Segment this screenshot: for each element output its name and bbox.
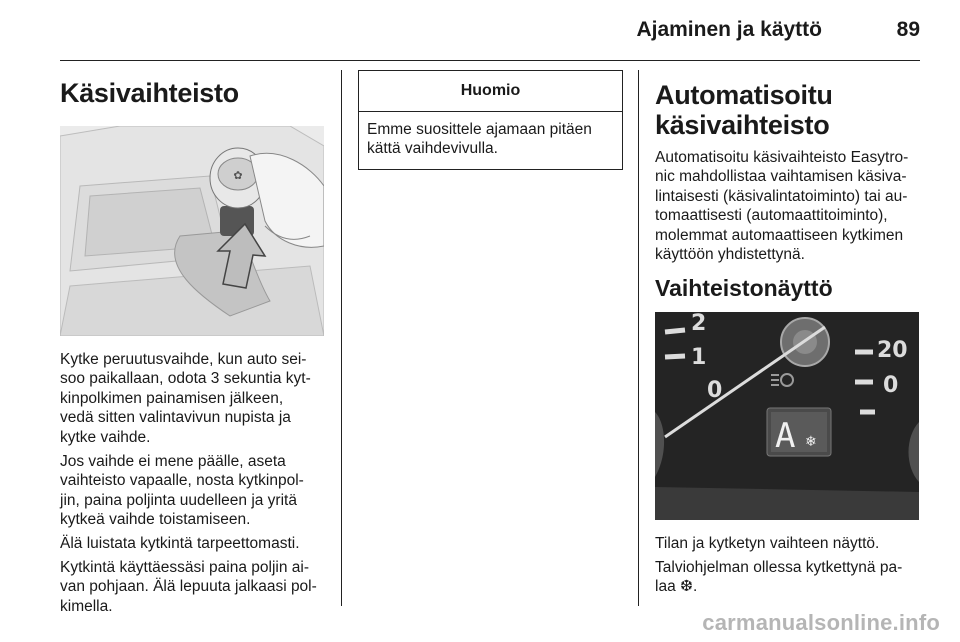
gauge-mark: 2 <box>691 312 707 336</box>
note-title: Huomio <box>359 71 622 112</box>
snowflake-icon: ❄ <box>805 434 817 450</box>
caption: Talviohjelman ollessa kytkettynä pa- laa ❆. <box>655 559 903 596</box>
paragraph: Kytke peruutusvaihde, kun auto sei- soo paikallaan, odota 3 sekuntia kyt- kinpolkimen painamisen jälkeen, vedä sitten valintavivun nupista ja kytke vaihde. <box>60 351 311 446</box>
gear-mode-letter: A <box>775 416 796 456</box>
paragraph: Kytkintä käyttäessäsi paina poljin ai- van pohjaan. Älä lepuuta jalkaasi pol- kimella. <box>60 559 317 615</box>
intro-paragraph: Automatisoitu käsivaihteisto Easytro- nic mahdollistaa vaihtamisen käsiva- lintaisesti (käsivalintatoiminto) tai au- tomaattisesti (automaattitoiminto), molemmat automaattiseen kytkimen käyttöön yhdistettynä. <box>655 149 909 264</box>
paragraph: Jos vaihde ei mene päälle, aseta vaihteisto vapaalle, nosta kytkinpol- jin, paina poljinta uudelleen ja yritä kytkeä vaihde toistamiseen. <box>60 453 304 529</box>
gauge-mark: 20 <box>877 338 908 363</box>
paragraph: Älä luistata kytkintä tarpeettomasti. <box>60 535 300 552</box>
page-header <box>60 0 920 61</box>
gear-display-heading: Vaihteistonäyttö <box>655 275 833 301</box>
note-text: Emme suosittele ajamaan pitäen kättä vaihdevivulla. <box>367 121 592 158</box>
section-title: Ajaminen ja käyttö <box>636 18 822 41</box>
page-number: 89 <box>896 18 920 41</box>
instrument-display-image <box>655 312 919 520</box>
automated-gearbox-heading: Automatisoitu käsivaihteisto <box>655 80 833 140</box>
gear-lever-illustration <box>60 126 324 336</box>
column-divider <box>341 70 342 606</box>
column-divider <box>638 70 639 606</box>
manual-gearbox-heading: Käsivaihteisto <box>60 78 239 108</box>
gauge-mark: 0 <box>883 373 899 398</box>
middle-column <box>358 70 623 170</box>
note-box <box>358 70 623 170</box>
gauge-mark: 1 <box>691 345 707 370</box>
gear-lever-hand-arrow-icon <box>60 126 324 336</box>
caption: Tilan ja kytketyn vaihteen näyttö. <box>655 535 880 552</box>
gauge-mark: 0 <box>707 378 723 403</box>
svg-text:✿: ✿ <box>233 169 243 182</box>
watermark: carmanualsonline.info <box>702 610 940 635</box>
